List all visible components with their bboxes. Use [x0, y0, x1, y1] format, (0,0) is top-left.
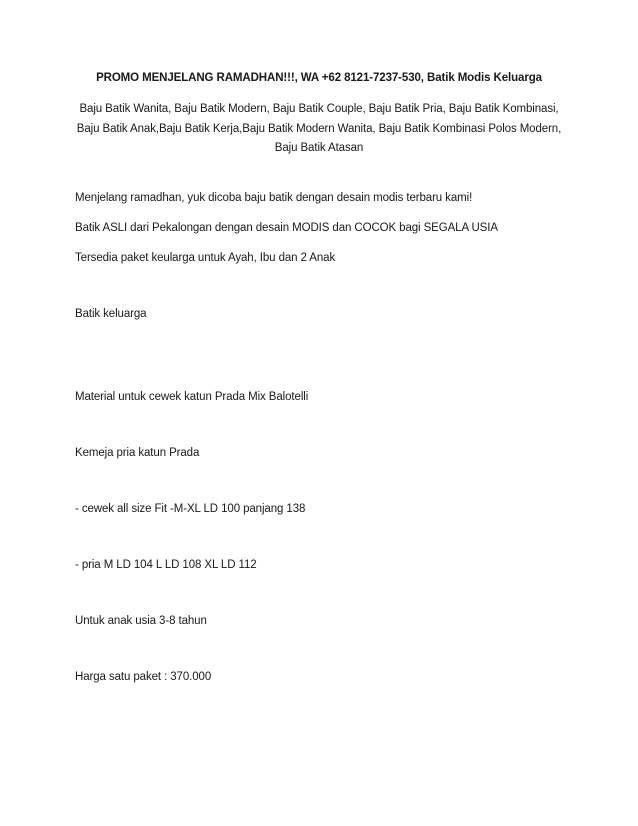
paragraph-kids-age: Untuk anak usia 3-8 tahun	[75, 615, 207, 627]
document-title: PROMO MENJELANG RAMADHAN!!!, WA +62 8121-7237-530, Batik Modis Keluarga	[96, 72, 542, 84]
paragraph-package: Tersedia paket keularga untuk Ayah, Ibu dan 2 Anak	[75, 252, 336, 264]
paragraph-material-men: Kemeja pria katun Prada	[75, 447, 200, 459]
paragraph-batik-keluarga: Batik keluarga	[75, 308, 147, 320]
paragraph-material-women: Material untuk cewek katun Prada Mix Balotelli	[75, 391, 309, 403]
paragraph-intro: Menjelang ramadhan, yuk dicoba baju batik dengan desain modis terbaru kami!	[75, 192, 473, 204]
paragraph-price: Harga satu paket : 370.000	[75, 671, 212, 683]
paragraph-origin: Batik ASLI dari Pekalongan dengan desain MODIS dan COCOK bagi SEGALA USIA	[75, 222, 498, 234]
paragraph-size-women: - cewek all size Fit -M-XL LD 100 panjang 138	[75, 503, 306, 515]
document-subtitle: Baju Batik Wanita, Baju Batik Modern, Baju Batik Couple, Baju Batik Pria, Baju Batik Kombinasi, Baju Batik Anak,Baju Batik Kerja,Baju Batik Modern Wanita, Baju Batik Kombinasi Polos Modern, Baju Batik Atasan	[76, 103, 562, 154]
paragraph-size-men: - pria M LD 104 L LD 108 XL LD 112	[75, 559, 257, 571]
